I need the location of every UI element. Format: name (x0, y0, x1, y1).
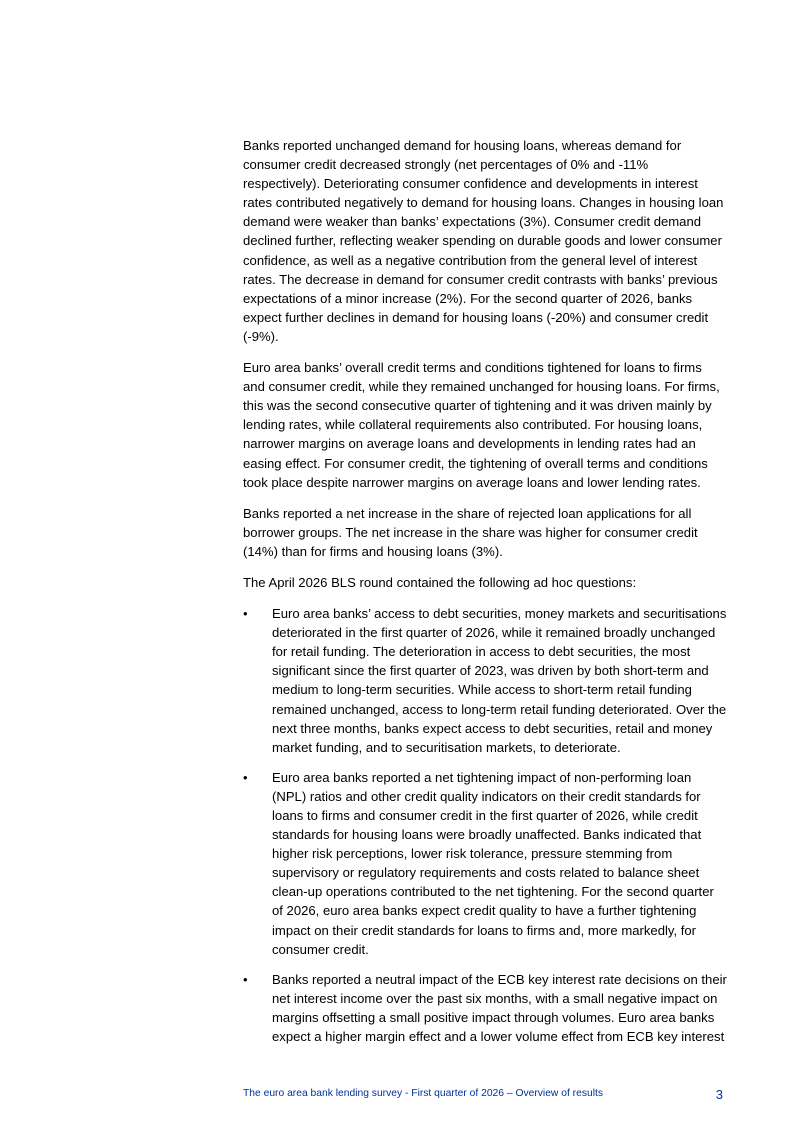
paragraph-terms-conditions: Euro area banks’ overall credit terms and conditions tightened for loans to firms and consumer credit, while they remained unchanged for housing loans. For firms, this was the second consecutive quarter of tightening and it was driven mainly by lending rates, while collateral requirements also contributed. For housing loans, narrower margins on average loans and developments in lending rates had an easing effect. For consumer credit, the tightening of overall terms and conditions took place despite narrower margins on average loans and lower lending rates. (243, 360, 720, 490)
bullet-icon: • (243, 769, 248, 785)
bullet-text: Euro area banks reported a net tightening impact of non-performing loan (NPL) ratios and other credit quality indicators on their credit standards for loans to firms and consumer credit in the first quarter of 2026, while credit standards for housing loans were broadly unaffected. Banks indicated that higher risk perceptions, lower risk tolerance, pressure stemming from supervisory or regulatory requirements and costs related to balance sheet clean-up operations contributed to the net tightening. For the second quarter of 2026, euro area banks expect credit quality to have a further tightening impact on their credit standards for loans to firms and, more markedly, for consumer credit. (272, 769, 714, 957)
ad-hoc-bullet-list (243, 604, 727, 1046)
list-item (243, 768, 727, 959)
page-number: 3 (715, 1087, 723, 1102)
body-text (243, 136, 727, 1057)
bullet-text: Euro area banks’ access to debt securities, money markets and securitisations deteriorated in the first quarter of 2026, while it remained broadly unchanged for retail funding. The deterioration in access to debt securities, the most significant since the first quarter of 2023, was driven by both short-term and medium to long-term securities. While access to short-term retail funding remained unchanged, access to long-term retail funding deteriorated. Over the next three months, banks expect access to debt securities, retail and money market funding, and to securitisation markets, to deteriorate. (272, 606, 727, 755)
footer-title: The euro area bank lending survey - First quarter of 2026 – Overview of results (243, 1088, 603, 1099)
bullet-text: Banks reported a neutral impact of the ECB key interest rate decisions on their net interest income over the past six months, with a small negative impact on margins offsetting a small positive impact through volumes. Euro area banks expect a higher margin effect and a lower volume effect from ECB key interest (272, 971, 727, 1045)
bullet-icon: • (243, 606, 248, 622)
paragraph-ad-hoc-intro: The April 2026 BLS round contained the following ad hoc questions: (243, 574, 637, 590)
paragraph-rejected-applications: Banks reported a net increase in the share of rejected loan applications for all borrower groups. The net increase in the share was higher for consumer credit (14%) than for firms and housing loans (3%). (243, 505, 698, 559)
paragraph-demand: Banks reported unchanged demand for housing loans, whereas demand for consumer credit decreased strongly (net percentages of 0% and -11% respectively). Deteriorating consumer confidence and developments in interest rates contributed negatively to demand for housing loans. Changes in housing loan demand were weaker than banks’ expectations (3%). Consumer credit demand declined further, reflecting weaker spending on durable goods and lower consumer confidence, as well as a negative contribution from the general level of interest rates. The decrease in demand for consumer credit contrasts with banks’ previous expectations of a minor increase (2%). For the second quarter of 2026, banks expect further declines in demand for housing loans (-20%) and consumer credit (-9%). (243, 138, 724, 344)
bullet-icon: • (243, 971, 248, 987)
list-item (243, 604, 727, 757)
list-item (243, 970, 727, 1046)
